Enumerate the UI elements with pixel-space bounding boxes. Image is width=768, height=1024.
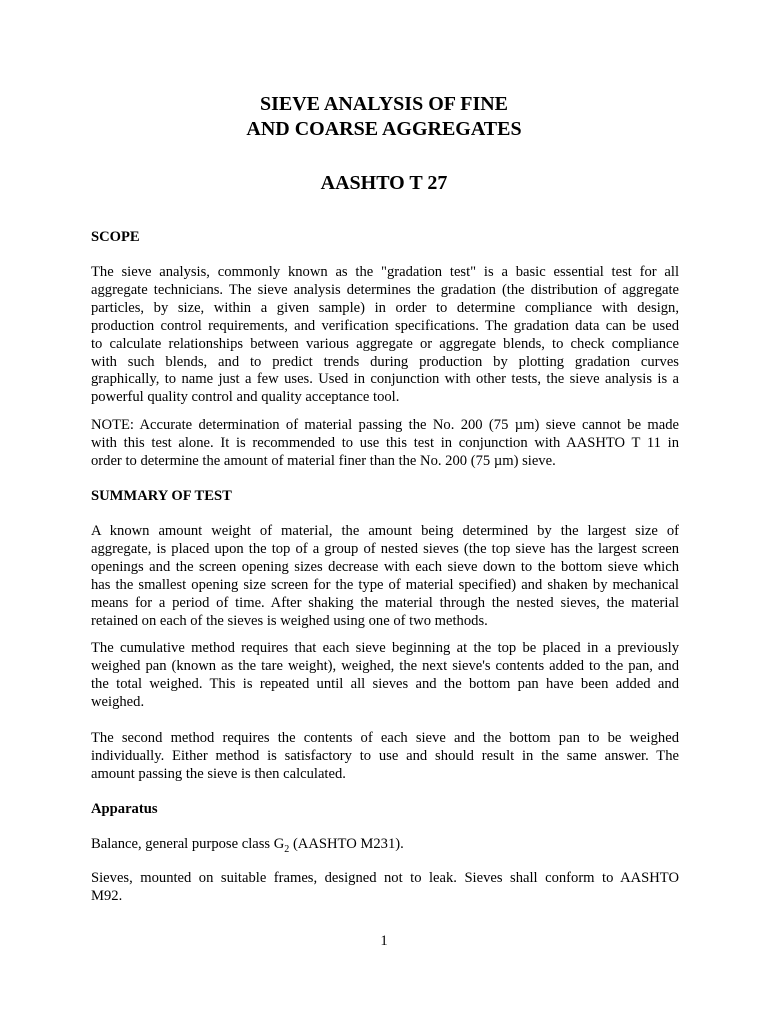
paragraph-line: the total weighed. This is repeated until all sieves and the bottom pan have been added and [91,675,679,692]
paragraph-line: weighed pan (known as the tare weight), weighed, the next sieve's contents added to the pan, and [91,657,679,674]
summary-paragraph-2 [91,640,679,712]
paragraph-line: openings and the screen opening sizes decrease with each sieve down to the bottom sieve which [91,558,679,575]
paragraph-line: The cumulative method requires that each sieve beginning at the top be placed in a previously [91,640,679,656]
summary-paragraph-1 [91,523,679,630]
balance-class-subscript: 2 [284,843,290,855]
summary-paragraph-3 [91,730,679,784]
paragraph-line: has the smallest opening size screen for the type of material specified) and shaken by mechanical [91,576,679,593]
balance-text-suffix: (AASHTO M231). [289,836,404,852]
scope-note [91,417,679,471]
paragraph-line: with such blends, and to predict trends during production by plotting gradation curves [91,353,679,370]
balance-text: Balance, general purpose class G [91,836,285,852]
paragraph-line: means for a period of time. After shaking the material through the nested sieves, the material [91,594,679,611]
scope-heading: SCOPE [91,229,140,245]
apparatus-heading: Apparatus [91,801,158,817]
paragraph-line: weighed. [91,693,145,710]
paragraph-line: to calculate relationships between various aggregate or aggregate blends, to check compliance [91,335,679,352]
apparatus-sieves [91,870,679,906]
document-title-line-2: AND COARSE AGGREGATES [246,118,522,140]
scope-paragraph [91,264,679,407]
paragraph-line: aggregate, is placed upon the top of a group of nested sieves (the top sieve has the largest screen [91,540,679,557]
summary-heading: SUMMARY OF TEST [91,488,232,504]
document-title-line-1: SIEVE ANALYSIS OF FINE [259,93,509,115]
paragraph-line: The sieve analysis, commonly known as the "gradation test" is a basic essential test for all [91,264,679,280]
paragraph-line: particles, by size, within a given sample) in order to determine compliance with design, [91,299,679,316]
paragraph-line: powerful quality control and quality acceptance tool. [91,389,400,406]
paragraph-line: retained on each of the sieves is weighed using one of two methods. [91,612,488,629]
paragraph-line: A known amount weight of material, the amount being determined by the largest size of [91,523,679,539]
paragraph-line: individually. Either method is satisfactory to use and should result in the same answer. The [91,747,679,764]
page-number: 1 [380,933,388,949]
document-standard-number: AASHTO T 27 [320,172,448,194]
paragraph-line: with this test alone. It is recommended to use this test in conjunction with AASHTO T 11 in [91,434,679,451]
apparatus-balance [91,836,679,859]
paragraph-line: aggregate technicians. The sieve analysis determines the gradation (the distribution of aggregate [91,281,679,298]
paragraph-line: graphically, to name just a few uses. Used in conjunction with other tests, the sieve analysis is a [91,371,679,388]
paragraph-line: Sieves, mounted on suitable frames, designed not to leak. Sieves shall conform to AASHTO [91,870,679,886]
paragraph-line: The second method requires the contents of each sieve and the bottom pan to be weighed [91,730,679,746]
paragraph-line: amount passing the sieve is then calculated. [91,765,346,782]
paragraph-line: production control requirements, and verification specifications. The gradation data can be used [91,317,679,334]
paragraph-line: NOTE: Accurate determination of material passing the No. 200 (75 µm) sieve cannot be made [91,417,679,433]
paragraph-line: M92. [91,887,123,904]
paragraph-line: order to determine the amount of material finer than the No. 200 (75 µm) sieve. [91,452,556,469]
